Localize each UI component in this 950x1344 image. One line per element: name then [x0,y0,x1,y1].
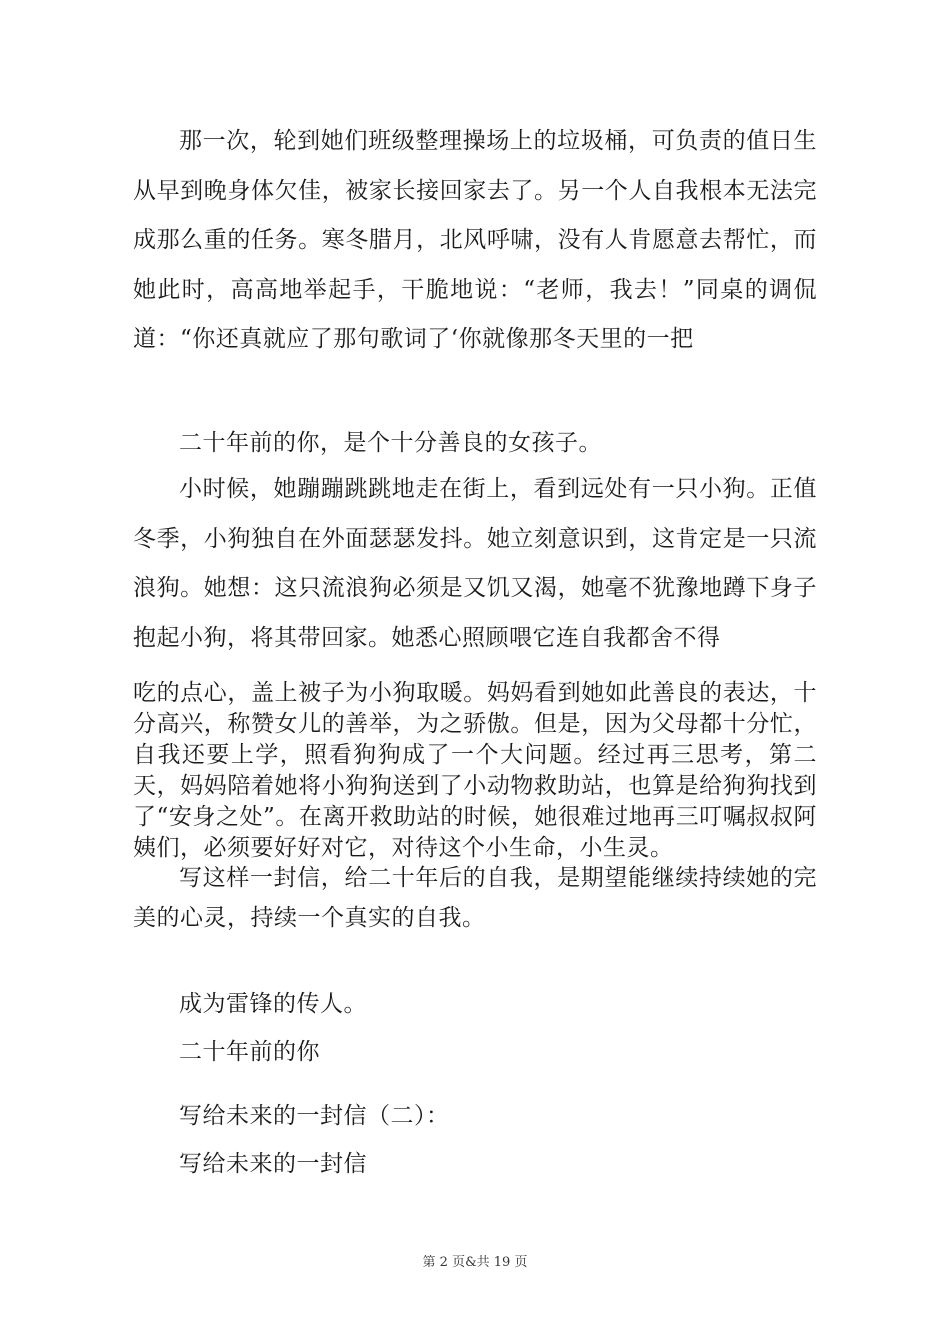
paragraph-cleanup-duty: 那一次，轮到她们班级整理操场上的垃圾桶，可负责的值日生从早到晚身体欠佳，被家长接回家去了。另一个人自我根本无法完成那么重的任务。寒冬腊月，北风呼啸，没有人肯愿意去帮忙，而她此时，高高地举起手，干脆地说：“老师，我去！”同桌的调侃道：“你还真就应了那句歌词了‘你就像那冬天里的一把 [133,128,817,352]
heading-letter: 写给未来的一封信 [179,1151,367,1177]
line-signature: 二十年前的你 [179,1039,320,1065]
heading-letter-two: 写给未来的一封信（二）： [179,1103,450,1129]
paragraph-stray-dog: 小时候，她蹦蹦跳跳地走在街上，看到远处有一只小狗。正值冬季，小狗独自在外面瑟瑟发抖。她立刻意识到，这肯定是一只流浪狗。她想：这只流浪狗必须是又饥又渴，她毫不犹豫地蹲下身子抱起小狗，将其带回家。她悉心照顾喂它连自我都舍不得 [133,476,817,651]
page-number-footer: 第 2 页&共 19 页 [422,1255,528,1270]
line-lei-feng: 成为雷锋的传人。 [179,991,367,1017]
paragraph-rescue-station: 吃的点心，盖上被子为小狗取暖。妈妈看到她如此善良的表达，十分高兴，称赞女儿的善举，为之骄傲。但是，因为父母都十分忙，自我还要上学，照看狗狗成了一个大问题。经过再三思考，第二天，妈妈陪着她将小狗狗送到了小动物救助站，也算是给狗狗找到了“安身之处”。在离开救助站的时候，她很难过地再三叮嘱叔叔阿姨们，必须要好好对它，对待这个小生命，小生灵。 [133,680,817,861]
paragraph-kind-girl: 二十年前的你，是个十分善良的女孩子。 [179,430,602,456]
paragraph-letter-purpose: 写这样一封信，给二十年后的自我，是期望能继续持续她的完美的心灵，持续一个真实的自我。 [133,865,817,931]
